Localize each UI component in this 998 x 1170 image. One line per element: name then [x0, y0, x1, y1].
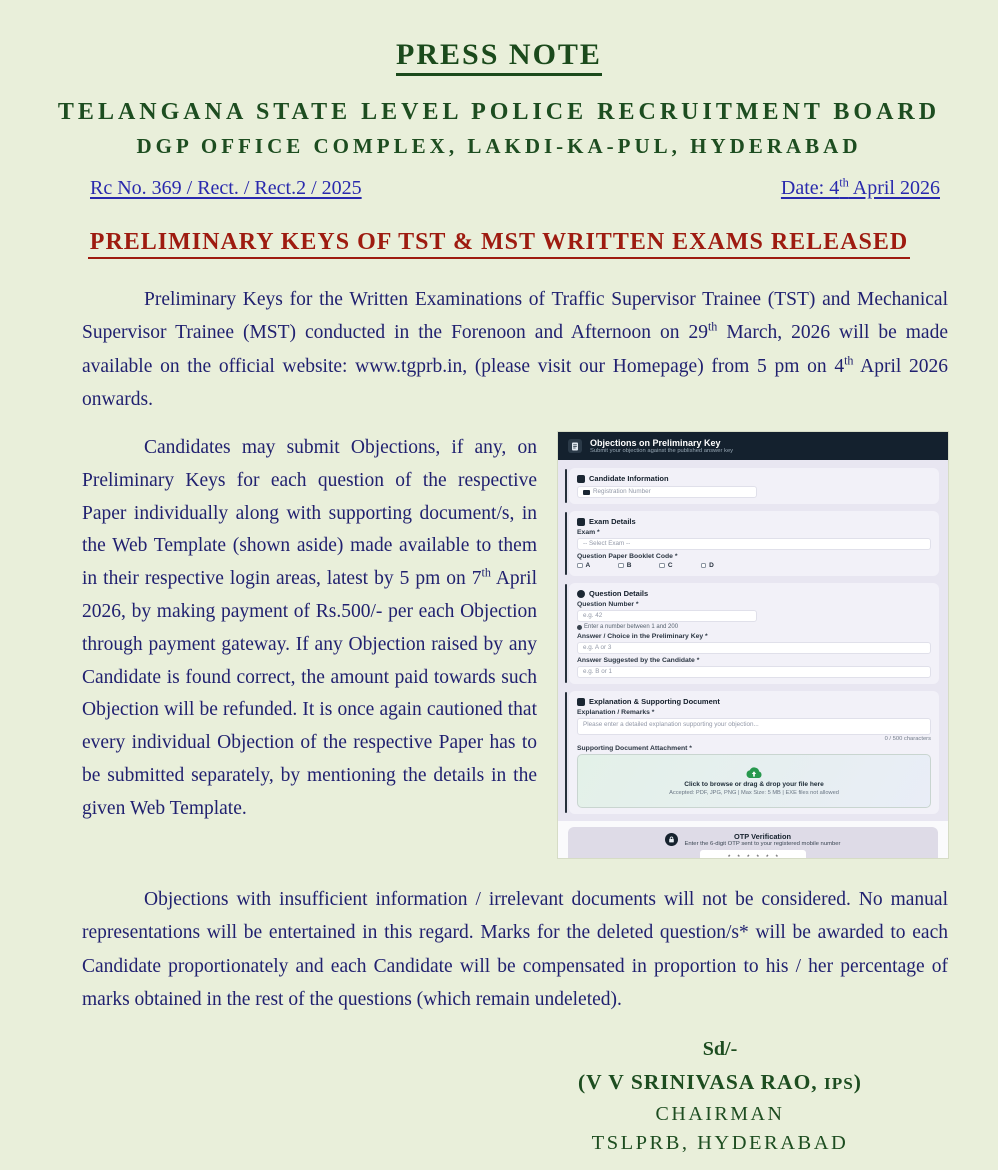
signatory-name: (V V SRINIVASA RAO, IPS): [578, 1070, 862, 1094]
signature-block: [540, 1038, 900, 1155]
radio-icon: [701, 563, 707, 569]
paragraph-2: Candidates may submit Objections, if any, on Preliminary Keys for each question of the respective Paper individually along with supporting document/s, in the Web Template (shown aside) made available to them in their respective login areas, latest by 5 pm on 7th April 2026, by making payment of Rs.500/- per each Objection through payment gateway. If any Objection raised by any Candidate is found correct, the amount paid towards such Objection will be refunded. It is once again cautioned that every individual Objection of the respective Paper has to be submitted separately, by mentioning the details in the given Web Template.: [82, 437, 537, 819]
suggested-answer-input[interactable]: e.g. B or 1: [577, 666, 931, 678]
upload-hint: Accepted: PDF, JPG, PNG | Max Size: 5 MB | EXE files not allowed: [669, 789, 839, 796]
section-candidate-information: [569, 468, 939, 504]
id-card-icon: [583, 490, 590, 495]
radio-icon: [659, 563, 665, 569]
section-question-details: [569, 583, 939, 684]
paragraph-1: Preliminary Keys for the Written Examinations of Traffic Supervisor Trainee (TST) and Mechanical Supervisor Trainee (MST) conducted in the Forenoon and Afternoon on 29th March, 2026 will be made available on the official website: www.tgprb.in, (please visit our Homepage) from 5 pm on 4th April 2026 onwards.: [82, 289, 948, 411]
question-number-input[interactable]: e.g. 42: [577, 610, 757, 622]
section-title: Candidate Information: [589, 474, 669, 483]
two-column-section: [82, 432, 948, 858]
section-explanation-document: [569, 691, 939, 814]
radio-icon: [577, 563, 583, 569]
remarks-label: Explanation / Remarks *: [577, 709, 655, 716]
registration-number-input[interactable]: Registration Number: [577, 486, 757, 498]
upload-text: Click to browse or drag & drop your file here: [684, 780, 824, 788]
booklet-code-label: Question Paper Booklet Code *: [577, 553, 678, 560]
exam-label: Exam *: [577, 529, 600, 536]
board-name: TELANGANA STATE LEVEL POLICE RECRUITMENT BOARD: [57, 99, 941, 125]
section-bracket: [565, 584, 567, 683]
form-body: [558, 460, 948, 814]
headline: PRELIMINARY KEYS OF TST & MST WRITTEN EXAMS RELEASED: [0, 229, 998, 259]
form-subtitle: Submit your objection against the published answer key: [590, 448, 734, 454]
web-template-screenshot: [558, 432, 948, 858]
key-answer-label: Answer / Choice in the Preliminary Key *: [577, 633, 708, 640]
character-counter: 0 / 500 characters: [884, 736, 931, 742]
comment-icon: [577, 698, 585, 706]
section-title: Question Details: [589, 589, 649, 598]
remarks-textarea[interactable]: Please enter a detailed explanation supporting your objection...: [577, 718, 931, 735]
radio-icon: [618, 563, 624, 569]
otp-verification-panel: [568, 827, 938, 858]
section-bracket: [565, 469, 567, 503]
reference-row: [90, 177, 940, 200]
form-footer: [558, 821, 948, 858]
booklet-option-d[interactable]: D: [701, 562, 714, 569]
section-exam-details: [569, 511, 939, 576]
section-title: Exam Details: [589, 517, 636, 526]
paragraph-3: Objections with insufficient information / irrelevant documents will not be considered. No manual representations will be entertained in this regard. Marks for the deleted question/s* will be awarded to each Candidate proportionately and each Candidate will be compensated in proportion to his / her percentage of marks obtained in the rest of the questions (which remain undeleted).: [82, 889, 948, 1011]
form-header: [558, 432, 948, 460]
form-title: Objections on Preliminary Key: [590, 438, 721, 448]
page-title: PRESS NOTE: [0, 38, 998, 76]
signatory-title: CHAIRMAN: [655, 1103, 785, 1125]
attachment-label: Supporting Document Attachment *: [577, 745, 692, 752]
section-bracket: [565, 692, 567, 813]
otp-input[interactable]: ******: [700, 850, 806, 858]
booklet-option-c[interactable]: C: [659, 562, 672, 569]
id-card-icon: [577, 475, 585, 483]
question-number-label: Question Number *: [577, 601, 639, 608]
otp-subtitle: Enter the 6-digit OTP sent to your registered mobile number: [684, 841, 841, 847]
suggested-answer-label: Answer Suggested by the Candidate *: [577, 657, 700, 664]
document-icon: [568, 439, 582, 453]
exam-select[interactable]: -- Select Exam --: [577, 538, 931, 550]
otp-title: OTP Verification: [734, 832, 791, 841]
graduation-cap-icon: [577, 518, 585, 526]
section-title: Explanation & Supporting Document: [589, 697, 720, 706]
signatory-organization: TSLPRB, HYDERABAD: [591, 1132, 849, 1154]
rc-number: Rc No. 369 / Rect. / Rect.2 / 2025: [90, 177, 362, 199]
booklet-option-a[interactable]: A: [577, 562, 590, 569]
key-answer-input[interactable]: e.g. A or 3: [577, 642, 931, 654]
date: Date: 4th April 2026: [780, 175, 940, 199]
booklet-code-options: [577, 562, 931, 569]
board-address: DGP OFFICE COMPLEX, LAKDI-KA-PUL, HYDERABAD: [136, 134, 862, 158]
cloud-upload-icon: [745, 767, 763, 779]
lock-icon: [665, 833, 678, 846]
section-bracket: [565, 512, 567, 575]
question-circle-icon: [577, 590, 585, 598]
signature-sd: Sd/-: [702, 1038, 738, 1060]
question-number-hint: Enter a number between 1 and 200: [577, 624, 931, 630]
booklet-option-b[interactable]: B: [618, 562, 631, 569]
info-icon: [577, 625, 582, 630]
file-upload-dropzone[interactable]: [577, 754, 931, 808]
